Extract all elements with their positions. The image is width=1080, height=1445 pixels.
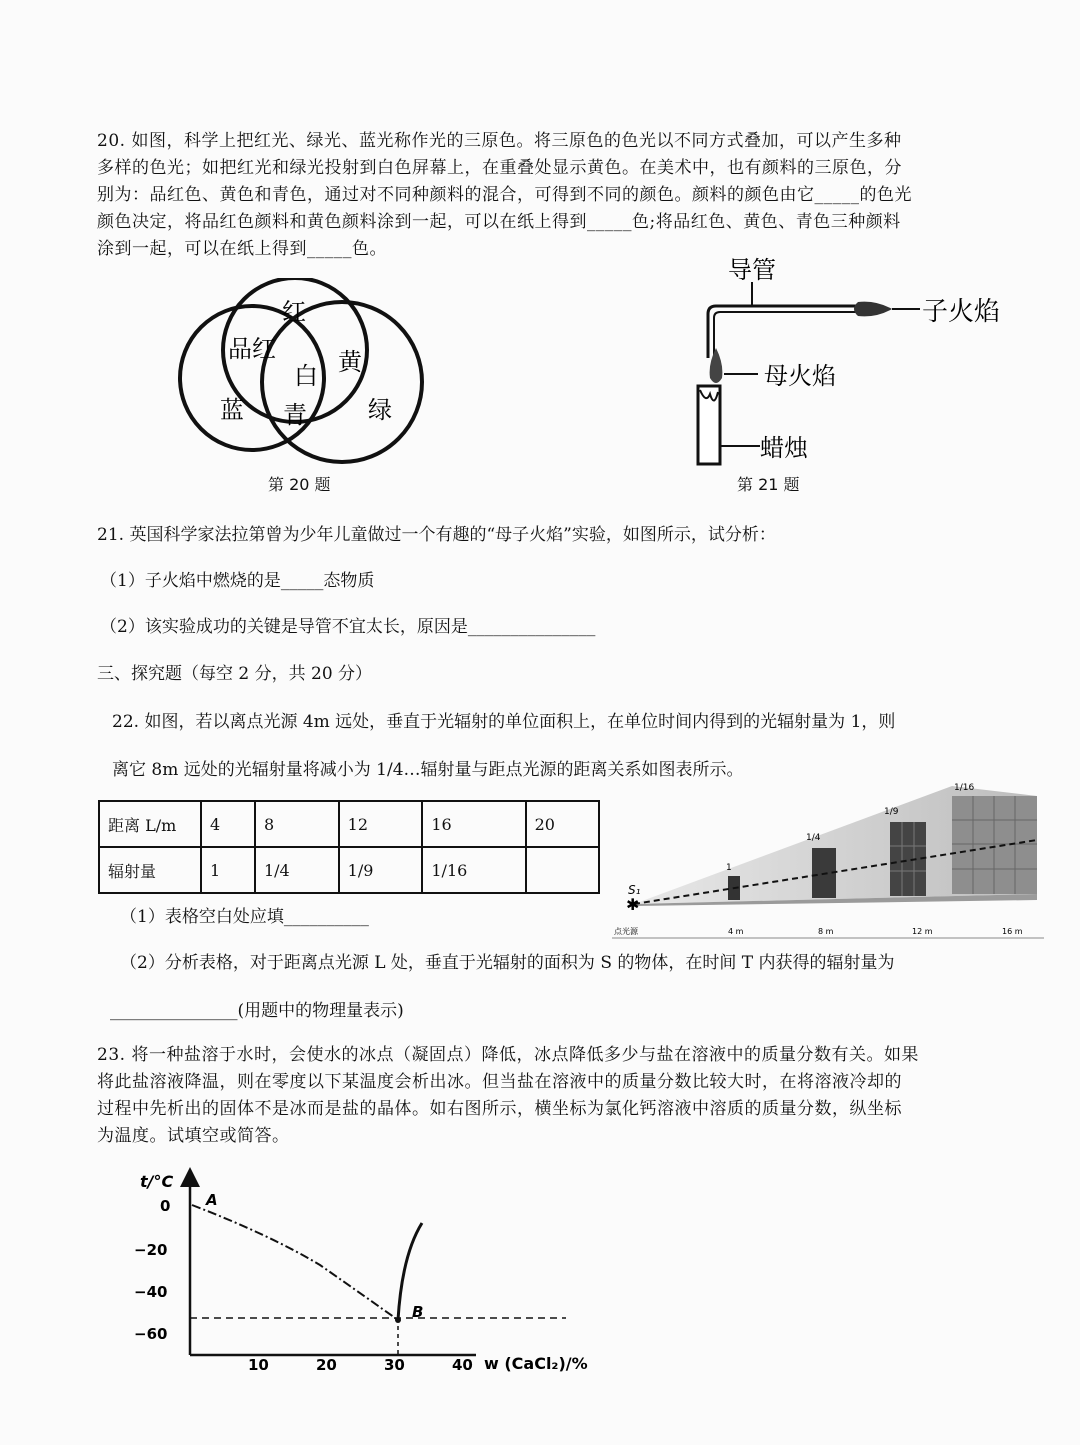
q22-sub3: _______________(用题中的物理量表示) bbox=[110, 1001, 404, 1021]
mother-flame-icon bbox=[710, 348, 723, 383]
venn-label-cyan: 青 bbox=[283, 401, 307, 429]
table-cell: 8 bbox=[255, 801, 339, 847]
radiation-figure bbox=[612, 776, 1044, 948]
q21-stem: 21. 英国科学家法拉第曾为少年儿童做过一个有趣的“母子火焰”实验，如图所示，试分析： bbox=[97, 525, 776, 545]
x-tick-label: 10 bbox=[248, 1356, 269, 1374]
table-row bbox=[99, 801, 599, 847]
q20-paragraph bbox=[97, 128, 997, 263]
y-tick-label: 0 bbox=[160, 1197, 171, 1215]
venn-label-blue: 蓝 bbox=[220, 396, 244, 424]
box-label: 1/9 bbox=[884, 807, 899, 817]
q23-line-1: 23. 将一种盐溶于水时，会使水的冰点（凝固点）降低，冰点降低多少与盐在溶液中的质量分数有关。如果 bbox=[97, 1045, 919, 1065]
table-cell: 12 bbox=[339, 801, 423, 847]
venn-label-green: 绿 bbox=[368, 396, 392, 424]
table-cell: 4 bbox=[201, 801, 255, 847]
box-label: 1/4 bbox=[806, 833, 821, 843]
q21-sub2: （2）该实验成功的关键是导管不宜太长，原因是_______________ bbox=[100, 617, 596, 637]
candle-label: 蜡烛 bbox=[760, 434, 808, 462]
axis-label: 4 m bbox=[728, 927, 744, 936]
q22-sub2: （2）分析表格，对于距离点光源 L 处，垂直于光辐射的面积为 S 的物体，在时间 T 内获得的辐射量为 bbox=[120, 953, 895, 973]
q22-line-1: 22. 如图，若以离点光源 4m 远处，垂直于光辐射的单位面积上，在单位时间内得到的光辐射量为 1，则 bbox=[112, 712, 896, 732]
x-tick-label: 20 bbox=[316, 1356, 337, 1374]
point-b-marker bbox=[395, 1317, 401, 1323]
q22-line-2: 离它 8m 远处的光辐射量将减小为 1/4…辐射量与距点光源的距离关系如图表所示。 bbox=[112, 760, 744, 780]
q20-line-5: 涂到一起，可以在纸上得到_____色。 bbox=[97, 239, 387, 259]
venn-circle-right bbox=[262, 302, 422, 462]
mother-flame-label: 母火焰 bbox=[764, 362, 836, 390]
table-row bbox=[99, 847, 599, 893]
axis-label: 12 m bbox=[912, 927, 933, 936]
box-label: 1/16 bbox=[954, 783, 975, 793]
q23-paragraph bbox=[97, 1042, 997, 1150]
ice-curve bbox=[192, 1205, 398, 1320]
table-cell: 1/9 bbox=[339, 847, 423, 893]
point-a-label: A bbox=[206, 1191, 218, 1209]
table-cell-blank bbox=[526, 847, 599, 893]
q23-line-3: 过程中先析出的固体不是冰而是盐的晶体。如右图所示，横坐标为氯化钙溶液中溶质的质量分数，纵坐标 bbox=[97, 1099, 902, 1119]
star-icon: ✱ bbox=[626, 895, 640, 914]
q20-line-3: 别为：品红色、黄色和青色，通过对不同种颜料的混合，可得到不同的颜色。颜料的颜色由它_____的色光 bbox=[97, 185, 912, 205]
source-label: S₁ bbox=[628, 883, 641, 897]
table-cell: 1/4 bbox=[255, 847, 339, 893]
q22-sub1: （1）表格空白处应填__________ bbox=[120, 907, 369, 927]
table-cell: 20 bbox=[526, 801, 599, 847]
table-cell: 1 bbox=[201, 847, 255, 893]
y-tick-label: −20 bbox=[134, 1241, 168, 1259]
x-tick-label: 40 bbox=[452, 1356, 473, 1374]
tube-label: 导管 bbox=[728, 256, 776, 284]
q20-caption: 第 20 题 bbox=[268, 475, 331, 494]
y-tick-label: −40 bbox=[134, 1283, 168, 1301]
child-flame-icon bbox=[854, 302, 892, 317]
box-label: 1 bbox=[726, 863, 732, 873]
point-b-label: B bbox=[412, 1303, 424, 1321]
freezing-point-graph bbox=[120, 1165, 660, 1380]
table-cell: 16 bbox=[422, 801, 525, 847]
q20-line-1: 20. 如图，科学上把红光、绿光、蓝光称作光的三原色。将三原色的色光以不同方式叠加，可以产生多种 bbox=[97, 131, 902, 151]
child-flame-label: 子火焰 bbox=[922, 297, 1001, 327]
venn-label-yellow: 黄 bbox=[338, 348, 362, 376]
q20-line-2: 多样的色光；如把红光和绿光投射到白色屏幕上，在重叠处显示黄色。在美术中，也有颜料的三原色，分 bbox=[97, 158, 902, 178]
y-tick-label: −60 bbox=[134, 1325, 168, 1343]
x-tick-label: 30 bbox=[384, 1356, 405, 1374]
venn-label-white: 白 bbox=[294, 362, 318, 390]
candle-figure bbox=[680, 248, 1020, 470]
y-axis-label: t/°C bbox=[140, 1172, 174, 1191]
axis-label: 16 m bbox=[1002, 927, 1023, 936]
x-axis-label: w (CaCl₂)/% bbox=[484, 1354, 588, 1373]
tube-inner bbox=[714, 312, 860, 358]
table-header-radiation: 辐射量 bbox=[99, 847, 201, 893]
tube bbox=[708, 306, 860, 358]
section-3-heading: 三、探究题（每空 2 分，共 20 分） bbox=[97, 664, 373, 684]
table-cell: 1/16 bbox=[422, 847, 525, 893]
axis-label: 8 m bbox=[818, 927, 834, 936]
venn-diagram bbox=[170, 278, 440, 468]
venn-label-magenta: 品红 bbox=[228, 335, 276, 363]
q21-caption: 第 21 题 bbox=[737, 475, 800, 494]
q20-line-4: 颜色决定，将品红色颜料和黄色颜料涂到一起，可以在纸上得到_____色;将品红色、黄色、青色三种颜料 bbox=[97, 212, 901, 232]
axis-label: 点光源 bbox=[614, 927, 638, 936]
table-header-distance: 距离 L/m bbox=[99, 801, 201, 847]
q23-line-2: 将此盐溶液降温，则在零度以下某温度会析出冰。但当盐在溶液中的质量分数比较大时，在将溶液冷却的 bbox=[97, 1072, 902, 1092]
q21-sub1: （1）子火焰中燃烧的是_____态物质 bbox=[100, 571, 375, 591]
venn-label-red: 红 bbox=[282, 298, 306, 326]
q23-line-4: 为温度。试填空或简答。 bbox=[97, 1126, 290, 1146]
radiation-table bbox=[98, 800, 600, 894]
